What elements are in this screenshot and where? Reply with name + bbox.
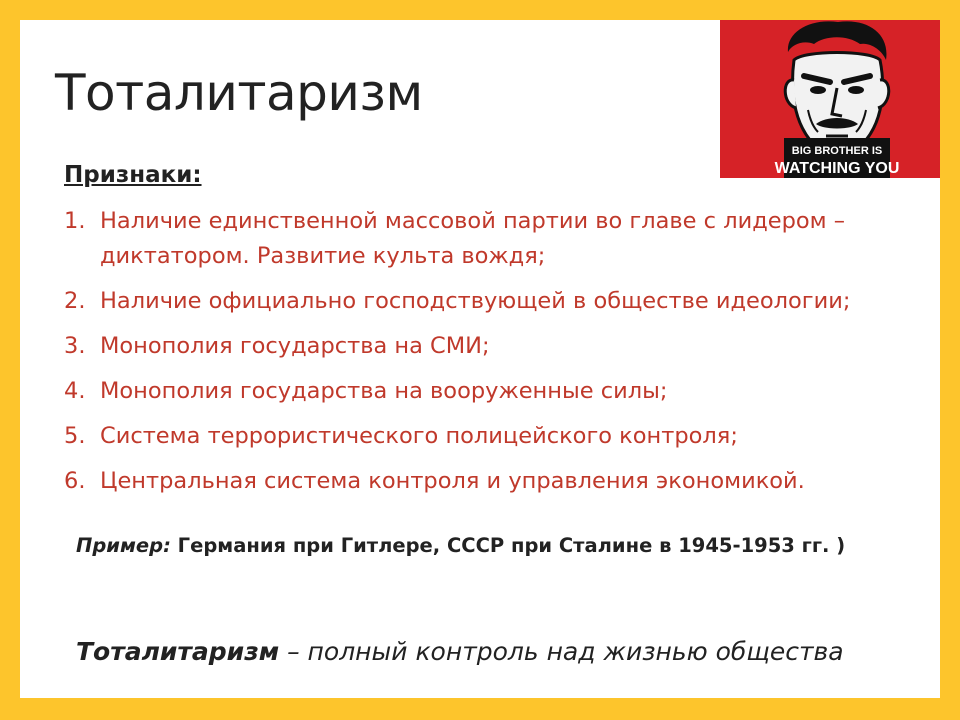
- list-number: 2.: [64, 288, 86, 314]
- definition-text: – полный контроль над жизнью общества: [279, 637, 844, 666]
- poster-line-2: WATCHING YOU: [774, 160, 900, 177]
- list-text: Центральная система контроля и управления экономикой.: [100, 468, 805, 494]
- list-item: [64, 204, 894, 274]
- list-number: 1.: [64, 208, 86, 234]
- list-text: Монополия государства на СМИ;: [100, 333, 490, 359]
- definition-term: Тоталитаризм: [76, 637, 280, 666]
- slide: [20, 20, 940, 698]
- list-text: Наличие единственной массовой партии во главе с лидером – диктатором. Развитие культа вождя;: [100, 208, 846, 269]
- list-number: 4.: [64, 378, 86, 404]
- list-item: [64, 419, 894, 454]
- example-line: [76, 534, 845, 557]
- example-lead: Пример:: [76, 534, 171, 557]
- list-number: 5.: [64, 423, 86, 449]
- list-number: 6.: [64, 468, 86, 494]
- list-item: [64, 329, 894, 364]
- list-item: [64, 284, 894, 319]
- list-text: Монополия государства на вооруженные силы;: [100, 378, 668, 404]
- slide-title: Тоталитаризм: [55, 64, 423, 122]
- signs-heading: Признаки:: [64, 162, 202, 188]
- list-item: [64, 374, 894, 409]
- big-brother-poster: [720, 20, 940, 178]
- poster-line-1: BIG BROTHER IS: [791, 145, 883, 157]
- example-text: Германия при Гитлере, СССР при Сталине в 1945-1953 гг. ): [170, 534, 846, 557]
- list-item: [64, 464, 894, 499]
- signs-list: [64, 204, 894, 509]
- big-brother-face-icon: [720, 20, 940, 178]
- list-number: 3.: [64, 333, 86, 359]
- list-text: Система террористического полицейского контроля;: [100, 423, 738, 449]
- list-text: Наличие официально господствующей в обществе идеологии;: [100, 288, 851, 314]
- definition-line: [76, 637, 844, 666]
